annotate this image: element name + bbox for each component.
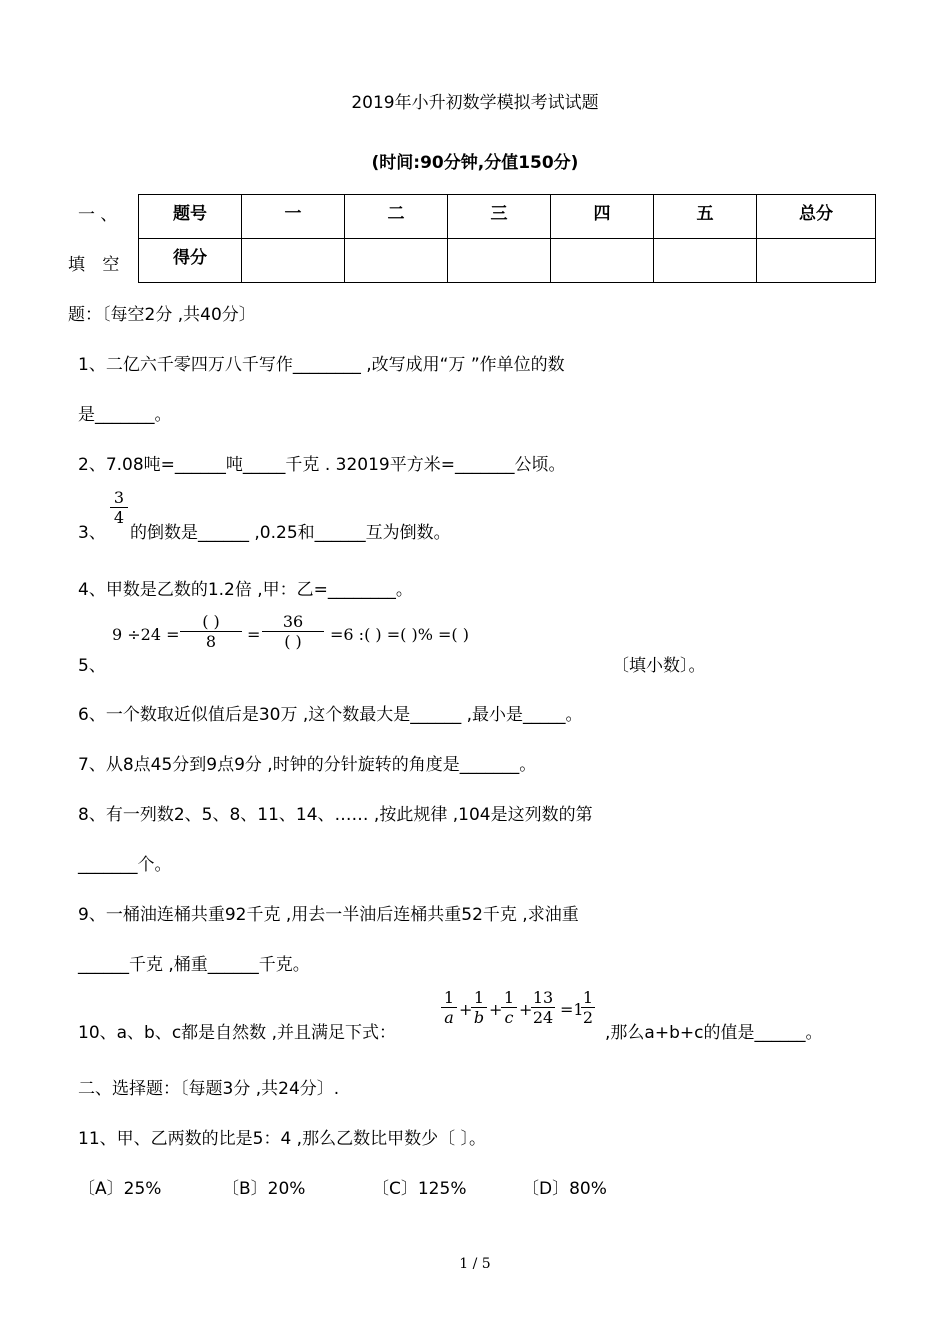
option-d[interactable]: 〔D〕80% [522,1179,607,1199]
section1-label-a: 一 、 [78,205,118,225]
section1-label-b: 填 空 [68,255,126,275]
score-cell[interactable] [242,239,345,283]
question-3-number: 3、 [78,523,106,543]
score-header-cell: 题号 [139,195,242,239]
fraction-numerator: 3 [113,488,125,507]
score-cell[interactable] [551,239,654,283]
score-cell[interactable] [345,239,448,283]
score-cell[interactable] [654,239,757,283]
question-10-fraction [501,988,517,1027]
question-11: 11、甲、乙两数的比是5：4 ,那么乙数比甲数少〔 〕。 [78,1129,486,1149]
question-10-equals: =1 [560,1000,584,1019]
page-subtitle: (时间:90分钟,分值150分) [371,153,579,173]
question-5-equals: = [247,625,261,644]
question-3-text: 的倒数是______ ,0.25和______互为倒数。 [130,523,451,543]
question-5-expression: 9 ÷24 = [112,625,180,644]
question-10-fraction [471,988,487,1027]
score-cell[interactable] [448,239,551,283]
question-5-fraction-2 [262,612,324,651]
section2-heading: 二、选择题：〔每题3分 ,共24分〕. [78,1079,340,1099]
fraction-denominator: 4 [110,507,128,527]
fraction-numerator: ( ) [202,612,220,631]
score-header-cell: 总分 [757,195,876,239]
question-5-fraction-1 [180,612,242,651]
question-10-suffix: ,那么a+b+c的值是______。 [605,1023,823,1043]
fraction-denominator: c [501,1007,517,1027]
question-4: 4、甲数是乙数的1.2倍 ,甲：乙=________。 [78,580,413,600]
option-b[interactable]: 〔B〕20% [222,1179,306,1199]
fraction-denominator: ( ) [262,631,324,651]
question-5-number: 5、 [78,656,106,676]
section1-heading: 题：〔每空2分 ,共40分〕 [68,305,256,325]
score-header-cell: 四 [551,195,654,239]
score-table [138,194,876,283]
score-header-cell: 一 [242,195,345,239]
fraction-denominator: 24 [532,1008,554,1027]
score-table-header-row [139,195,876,239]
score-row-label: 得分 [139,239,242,283]
score-header-cell: 三 [448,195,551,239]
question-10-fraction [531,988,555,1027]
question-10-mixed-fraction [581,988,595,1027]
question-1-line-1: 1、二亿六千零四万八千写作________ ,改写成用“万 ”作单位的数 [78,355,565,375]
question-9-line-1: 9、一桶油连桶共重92千克 ,用去一半油后连桶共重52千克 ,求油重 [78,905,579,925]
question-8-line-2: _______个。 [78,855,172,875]
question-3-fraction [110,488,128,527]
plus-sign: + [519,1000,533,1019]
score-header-cell: 五 [654,195,757,239]
question-2: 2、7.08吨=______吨_____千克 . 32019平方米=_______公顷。 [78,455,566,475]
question-5-note: 〔填小数〕。 [612,656,706,676]
fraction-numerator: 1 [443,988,455,1007]
fraction-denominator: b [471,1007,487,1027]
score-cell[interactable] [757,239,876,283]
page-title: 2019年小升初数学模拟考试试题 [351,93,599,113]
question-5-ratio-chain: =6 :( ) =( )% =( ) [330,625,469,644]
question-1-line-2: 是_______。 [78,405,172,425]
fraction-denominator: a [441,1007,457,1027]
page-number: 1 / 5 [459,1256,491,1272]
question-9-line-2: ______千克 ,桶重______千克。 [78,955,310,975]
fraction-numerator: 36 [282,612,304,631]
fraction-numerator: 1 [503,988,515,1007]
score-table-score-row [139,239,876,283]
fraction-numerator: 1 [473,988,485,1007]
score-header-cell: 二 [345,195,448,239]
fraction-numerator: 13 [532,988,554,1007]
question-8-line-1: 8、有一列数2、5、8、11、14、…… ,按此规律 ,104是这列数的第 [78,805,593,825]
plus-sign: + [489,1000,503,1019]
question-10-fraction [441,988,457,1027]
option-a[interactable]: 〔A〕25% [78,1179,162,1199]
option-c[interactable]: 〔C〕125% [372,1179,467,1199]
plus-sign: + [459,1000,473,1019]
fraction-denominator: 2 [582,1008,594,1027]
question-6: 6、一个数取近似值后是30万 ,这个数最大是______ ,最小是_____。 [78,705,583,725]
question-7: 7、从8点45分到9点9分 ,时钟的分针旋转的角度是_______。 [78,755,537,775]
fraction-numerator: 1 [582,988,594,1007]
fraction-denominator: 8 [180,631,242,651]
question-10-prefix: 10、a、b、c都是自然数 ,并且满足下式： [78,1023,396,1043]
